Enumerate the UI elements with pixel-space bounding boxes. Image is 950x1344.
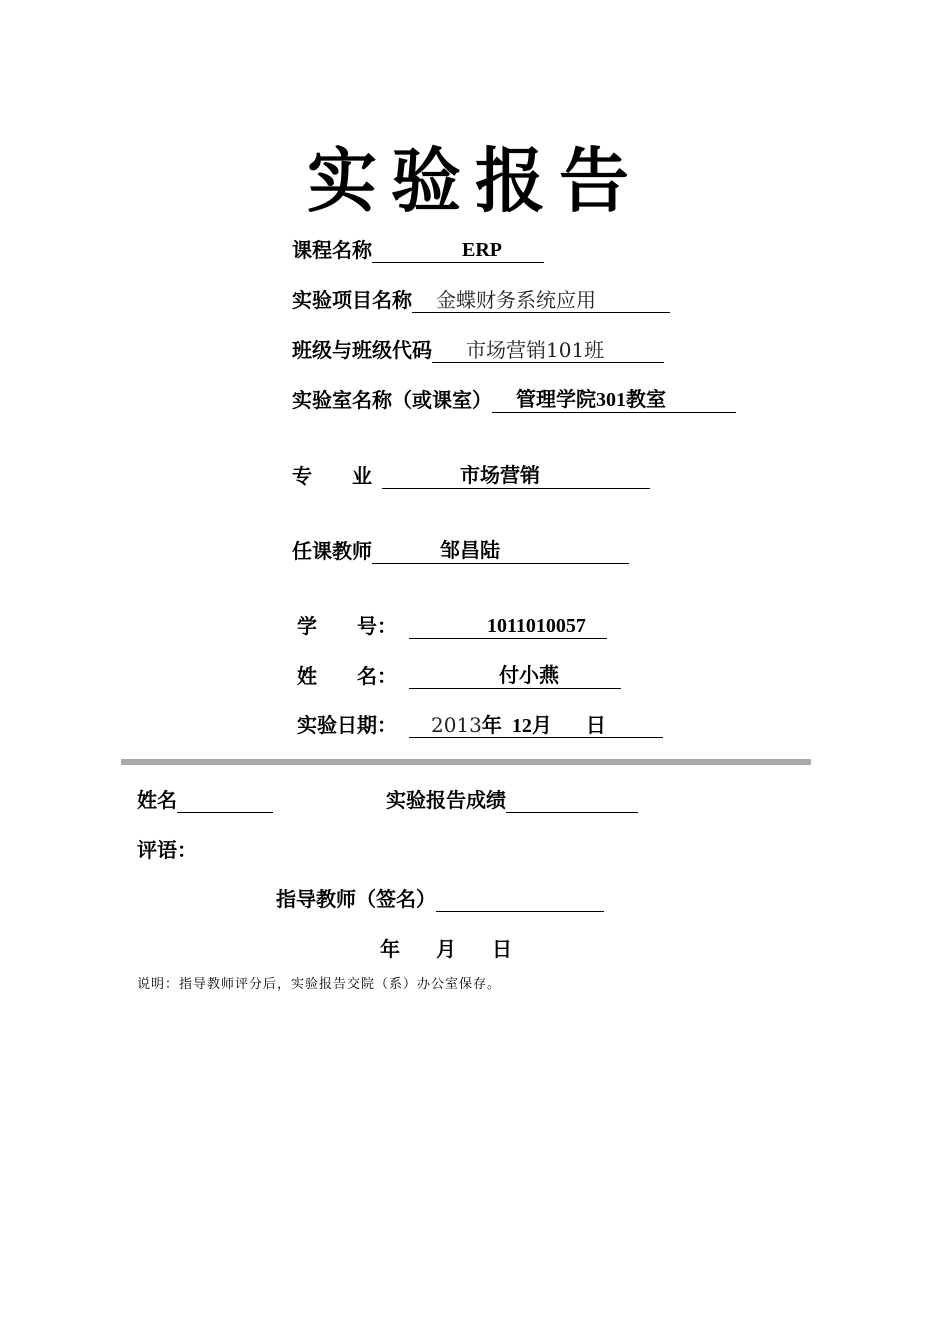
class-label: 班级与班级代码 [292, 338, 432, 362]
grade-label: 实验报告成绩 [386, 788, 506, 812]
date-year: 2013 [431, 713, 482, 737]
project-label: 实验项目名称 [292, 288, 412, 312]
section-divider [121, 759, 811, 765]
grade-row [386, 784, 638, 816]
grading-date-year: 年 [380, 937, 400, 961]
grading-date [380, 933, 512, 965]
date-year-unit: 年 [481, 713, 502, 737]
signature-blank [436, 883, 604, 912]
class-value: 市场营销101班 [432, 334, 664, 363]
lab-room-label: 实验室名称（或课室） [292, 388, 492, 412]
course-row [292, 234, 544, 266]
comment-row [137, 834, 197, 866]
date-month-unit: 月 [531, 713, 552, 737]
teacher-label: 任课教师 [292, 539, 372, 563]
grading-name-blank [177, 784, 273, 813]
teacher-value: 邹昌陆 [372, 535, 629, 564]
date-row [297, 709, 663, 741]
comment-label: 评语： [137, 838, 197, 862]
student-id-value: 1011010057 [409, 610, 607, 639]
date-month: 12 [511, 715, 532, 737]
date-value [409, 709, 663, 738]
grading-date-month: 月 [436, 937, 456, 961]
date-label: 实验日期： [297, 713, 397, 737]
teacher-row [292, 535, 629, 567]
signature-row [276, 883, 604, 915]
course-value: ERP [372, 234, 544, 263]
course-label: 课程名称 [292, 238, 372, 262]
lab-room-row [292, 384, 736, 416]
student-id-label: 学 号： [297, 614, 397, 638]
lab-room-value: 管理学院301教室 [492, 384, 736, 413]
class-row [292, 334, 664, 366]
report-title: 实验报告 [307, 140, 643, 222]
grading-name-label: 姓名 [137, 788, 177, 812]
major-value: 市场营销 [382, 460, 650, 489]
footnote: 说明：指导教师评分后，实验报告交院（系）办公室保存。 [137, 977, 502, 992]
grade-blank [506, 784, 638, 813]
student-id-row [297, 610, 607, 642]
date-day-unit: 日 [585, 713, 606, 737]
major-label: 专 业 [292, 464, 372, 488]
signature-label: 指导教师（签名） [276, 887, 436, 911]
major-row [292, 460, 650, 492]
grading-name-row [137, 784, 273, 816]
grading-date-day: 日 [492, 937, 512, 961]
project-row [292, 284, 670, 316]
project-value: 金蝶财务系统应用 [412, 284, 670, 313]
name-value: 付小燕 [409, 660, 621, 689]
name-label: 姓 名： [297, 664, 397, 688]
name-row [297, 660, 621, 692]
